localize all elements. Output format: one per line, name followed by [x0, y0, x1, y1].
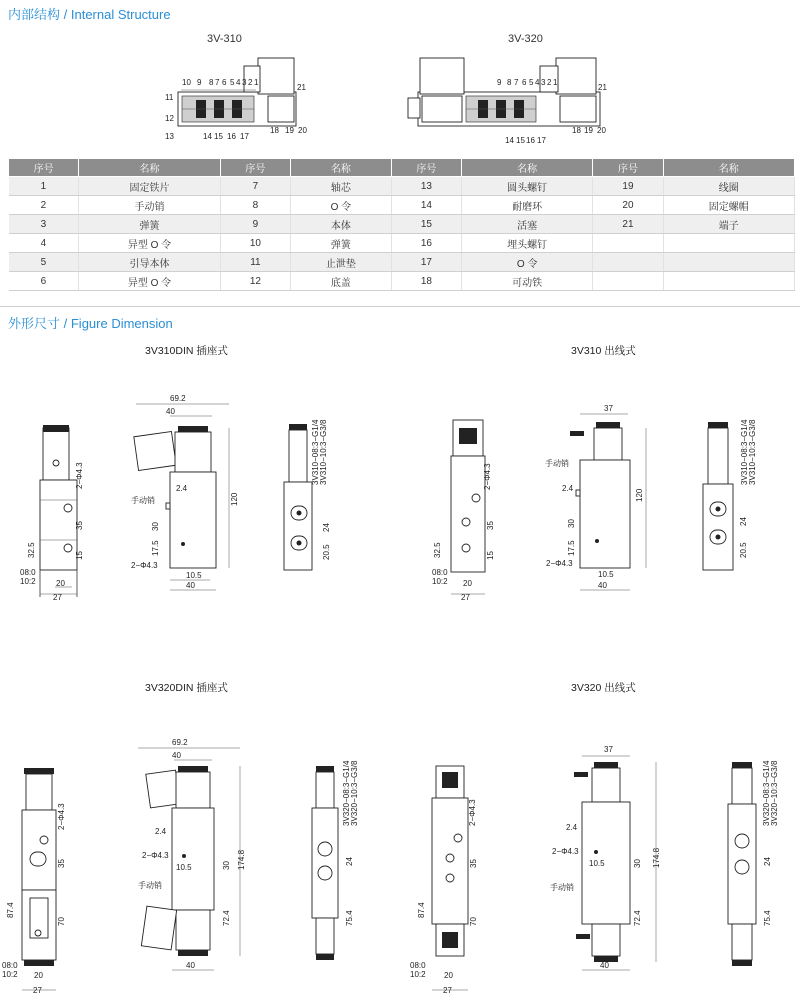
dim-30-310: 30: [567, 519, 576, 528]
caption-3v320din: 3V320DIN 插座式: [145, 682, 228, 694]
table-cell: 弹簧: [291, 234, 392, 253]
table-cell: 弹簧: [79, 215, 221, 234]
callout-310-10: 10: [182, 78, 191, 87]
header-cell: 序号: [391, 159, 461, 177]
drawing-310din-side: [40, 425, 77, 597]
table-cell: 耐磨环: [462, 196, 593, 215]
dim-2-4-320din: 2.4: [155, 827, 167, 836]
svg-text:21: 21: [297, 83, 306, 92]
callout-320-7: 7: [514, 78, 519, 87]
dim-40-bot-310din: 40: [186, 581, 195, 590]
dim-port-310-b: 3V310−10:3−G3/8: [748, 419, 757, 485]
drawing-320din-side: [22, 768, 56, 990]
table-cell: 21: [593, 215, 663, 234]
dim-2-4-310din: 2.4: [176, 484, 188, 493]
table-cell: O 令: [462, 253, 593, 272]
table-cell: 圆头螺钉: [462, 177, 593, 196]
table-cell: 13: [391, 177, 461, 196]
drawing-310-side: [451, 420, 485, 594]
header-cell: 名称: [663, 159, 794, 177]
dim-08-310din: 08:0: [20, 568, 36, 577]
callout-320-4: 4: [535, 78, 540, 87]
dim-72-4-320din: 72.4: [222, 910, 231, 926]
dim-2-4-320: 2.4: [566, 823, 578, 832]
dim-15-310din: 15: [75, 551, 84, 560]
table-cell: 固定铁片: [79, 177, 221, 196]
svg-text:16: 16: [526, 136, 535, 145]
callout-310-6: 6: [222, 78, 227, 87]
dim-10-5-320din: 10.5: [176, 863, 192, 872]
dim-30-320: 30: [633, 859, 642, 868]
header-cell: 序号: [593, 159, 663, 177]
dim-87-4-320din: 87.4: [6, 902, 15, 918]
table-cell: 14: [391, 196, 461, 215]
svg-text:13: 13: [165, 132, 174, 141]
dim-port-310-a: 3V310−08:3−G1/4: [740, 419, 749, 485]
header-cell: 名称: [79, 159, 221, 177]
header-cell: 名称: [291, 159, 392, 177]
title-en: Internal Structure: [70, 7, 171, 22]
callout-310-7: 7: [215, 78, 220, 87]
dim-20-320: 20: [444, 971, 453, 980]
callout-320-6: 6: [522, 78, 527, 87]
svg-text:16: 16: [227, 132, 236, 141]
table-cell: 10: [220, 234, 290, 253]
svg-text:17: 17: [240, 132, 249, 141]
dim-08-320: 08:0: [410, 961, 426, 970]
dim-37-310: 37: [604, 404, 613, 413]
dim-08-320din: 08:0: [2, 961, 18, 970]
callout-320-9: 9: [497, 78, 502, 87]
dim-69-2-310din: 69.2: [170, 394, 186, 403]
dim-24-310: 24: [739, 517, 748, 526]
dim-40-top-310din: 40: [166, 407, 175, 416]
dim-174-8-320din: 174.8: [237, 849, 246, 870]
dim-15-310: 15: [486, 551, 495, 560]
svg-text:12: 12: [165, 114, 174, 123]
drawing-320-front: [574, 756, 656, 970]
callout-310-2: 2: [248, 78, 253, 87]
table-cell: 6: [9, 272, 79, 291]
dim-17-5-310din: 17.5: [151, 540, 160, 556]
dim-75-4-320: 75.4: [763, 910, 772, 926]
dim-2phi-320: 2−Φ4.3: [468, 799, 477, 826]
model-label-320: 3V-320: [508, 33, 543, 45]
dim-37-320: 37: [604, 745, 613, 754]
drawing-310-port: [703, 422, 733, 570]
table-cell: 异型 O 令: [79, 272, 221, 291]
dim-70-320din: 70: [57, 917, 66, 926]
table-cell: 引导本体: [79, 253, 221, 272]
svg-text:15: 15: [516, 136, 525, 145]
header-cell: 名称: [462, 159, 593, 177]
dim-40-310: 40: [598, 581, 607, 590]
dim-2phi-310din: 2−Φ4.3: [75, 462, 84, 489]
dim-port-320din-a: 3V320−08:3−G1/4: [342, 760, 351, 826]
dim-port-320din-b: 3V320−10:3−G3/8: [350, 760, 359, 826]
dim-35-320: 35: [469, 859, 478, 868]
svg-text:15: 15: [214, 132, 223, 141]
callout-310-3: 3: [242, 78, 247, 87]
dim-20-310: 20: [463, 579, 472, 588]
dim-10-5-310din: 10.5: [186, 571, 202, 580]
callout-320-5: 5: [529, 78, 534, 87]
dim-120-310: 120: [635, 488, 644, 502]
dim-72-4-320: 72.4: [633, 910, 642, 926]
svg-text:14: 14: [505, 136, 514, 145]
title-cn: 内部结构: [8, 7, 61, 22]
dim-2phi-front-310: 2−Φ4.3: [546, 559, 573, 568]
title-cn: 外形尺寸: [8, 316, 61, 331]
dim-17-5-310: 17.5: [567, 540, 576, 556]
dim-20-5-310: 20.5: [739, 542, 748, 558]
table-cell: 8: [220, 196, 290, 215]
svg-text:18: 18: [572, 126, 581, 135]
drawing-320-port: [728, 762, 756, 966]
drawing-310din-port: [284, 424, 312, 570]
dim-10-2-320: 10:2: [410, 970, 426, 979]
model-label-310: 3V-310: [207, 33, 242, 45]
dim-70-320: 70: [469, 917, 478, 926]
dim-08-310: 08:0: [432, 568, 448, 577]
dim-27-310: 27: [461, 593, 470, 602]
table-cell: 固定螺帽: [663, 196, 794, 215]
dim-20-320din: 20: [34, 971, 43, 980]
dim-10-2-320din: 10:2: [2, 970, 18, 979]
header-cell: 序号: [9, 159, 79, 177]
dim-35-310din: 35: [75, 521, 84, 530]
dim-port-320-a: 3V320−08:3−G1/4: [762, 760, 771, 826]
callout-310-9: 9: [197, 78, 202, 87]
dim-27-310din: 27: [53, 593, 62, 602]
table-cell: 20: [593, 196, 663, 215]
dim-40-bot-320din: 40: [186, 961, 195, 970]
dim-2phi-320din: 2−Φ4.3: [57, 803, 66, 830]
section-title-internal: 内部结构 / Internal Structure: [8, 7, 171, 22]
dim-24-310din: 24: [322, 523, 331, 532]
table-cell: 轴芯: [291, 177, 392, 196]
dim-24-320: 24: [763, 857, 772, 866]
table-cell: 手动销: [79, 196, 221, 215]
table-cell: 活塞: [462, 215, 593, 234]
dim-20-310din: 20: [56, 579, 65, 588]
svg-text:20: 20: [597, 126, 606, 135]
dim-2phi-front-320din: 2−Φ4.3: [142, 851, 169, 860]
dim-27-320din: 27: [33, 986, 42, 995]
dim-port-310din-a: 3V310−08:3−G1/4: [311, 419, 320, 485]
dim-35-310: 35: [486, 521, 495, 530]
table-cell: 4: [9, 234, 79, 253]
svg-text:19: 19: [285, 126, 294, 135]
callout-310-4: 4: [236, 78, 241, 87]
dim-174-8-320: 174.8: [652, 847, 661, 868]
table-cell: 埋头螺钉: [462, 234, 593, 253]
dim-87-4-320: 87.4: [417, 902, 426, 918]
dim-120-310din: 120: [230, 492, 239, 506]
svg-text:21: 21: [598, 83, 607, 92]
table-cell: 线圈: [663, 177, 794, 196]
dim-10-2-310din: 10:2: [20, 577, 36, 586]
title-en: Figure Dimension: [70, 316, 173, 331]
table-cell: 16: [391, 234, 461, 253]
table-cell: 3: [9, 215, 79, 234]
dim-2phi-front-310din: 2−Φ4.3: [131, 561, 158, 570]
table-cell: 本体: [291, 215, 392, 234]
caption-3v310: 3V310 出线式: [571, 345, 636, 357]
table-cell: 底盖: [291, 272, 392, 291]
svg-text:11: 11: [165, 93, 174, 102]
caption-3v320: 3V320 出线式: [571, 682, 636, 694]
dim-port-310din-b: 3V310−10:3−G3/8: [319, 419, 328, 485]
dim-10-5-320: 10.5: [589, 859, 605, 868]
table-cell: 18: [391, 272, 461, 291]
table-cell: 2: [9, 196, 79, 215]
dim-32-5-310din: 32.5: [27, 542, 36, 558]
table-cell: 12: [220, 272, 290, 291]
dim-69-2-320din: 69.2: [172, 738, 188, 747]
table-cell: 9: [220, 215, 290, 234]
table-cell: 端子: [663, 215, 794, 234]
table-cell: 1: [9, 177, 79, 196]
callout-320-1: 1: [553, 78, 558, 87]
header-cell: 序号: [220, 159, 290, 177]
svg-text:17: 17: [537, 136, 546, 145]
dim-40-top-320din: 40: [172, 751, 181, 760]
callout-320-2: 2: [547, 78, 552, 87]
dim-30-320din: 30: [222, 861, 231, 870]
label-manual-pin-310din: 手动销: [131, 496, 155, 505]
svg-text:19: 19: [584, 126, 593, 135]
svg-text:14: 14: [203, 132, 212, 141]
dim-10-5-310: 10.5: [598, 570, 614, 579]
svg-text:18: 18: [270, 126, 279, 135]
callout-310-8: 8: [209, 78, 214, 87]
callout-310-1: 1: [254, 78, 259, 87]
dim-40-320: 40: [600, 961, 609, 970]
label-manual-pin-310: 手动销: [545, 459, 569, 468]
table-cell: 11: [220, 253, 290, 272]
section-title-dimension: 外形尺寸 / Figure Dimension: [8, 316, 173, 331]
label-manual-pin-320din: 手动销: [138, 881, 162, 890]
callout-310-5: 5: [230, 78, 235, 87]
callout-320-3: 3: [541, 78, 546, 87]
dim-2phi-310: 2−Φ4.3: [483, 463, 492, 490]
dim-32-5-310: 32.5: [433, 542, 442, 558]
dim-20-5-310din: 20.5: [322, 544, 331, 560]
caption-3v310din: 3V310DIN 插座式: [145, 345, 228, 357]
table-cell: 止泄垫: [291, 253, 392, 272]
dim-35-320din: 35: [57, 859, 66, 868]
table-cell: O 令: [291, 196, 392, 215]
label-manual-pin-320: 手动销: [550, 883, 574, 892]
dim-10-2-310: 10:2: [432, 577, 448, 586]
dim-port-320-b: 3V320−10:3−G3/8: [770, 760, 779, 826]
table-cell: 7: [220, 177, 290, 196]
drawing-320-side: [432, 766, 468, 990]
dim-24-320din: 24: [345, 857, 354, 866]
dim-75-4-320din: 75.4: [345, 910, 354, 926]
dim-27-320: 27: [443, 986, 452, 995]
callout-320-8: 8: [507, 78, 512, 87]
table-cell: 可动铁: [462, 272, 593, 291]
svg-text:20: 20: [298, 126, 307, 135]
dim-30-310din: 30: [151, 522, 160, 531]
table-cell: 5: [9, 253, 79, 272]
dim-2phi-front-320: 2−Φ4.3: [552, 847, 579, 856]
table-cell: 异型 O 令: [79, 234, 221, 253]
drawing-320din-port: [312, 766, 338, 960]
dim-2-4-310: 2.4: [562, 484, 574, 493]
table-cell: 15: [391, 215, 461, 234]
table-cell: 19: [593, 177, 663, 196]
table-cell: 17: [391, 253, 461, 272]
